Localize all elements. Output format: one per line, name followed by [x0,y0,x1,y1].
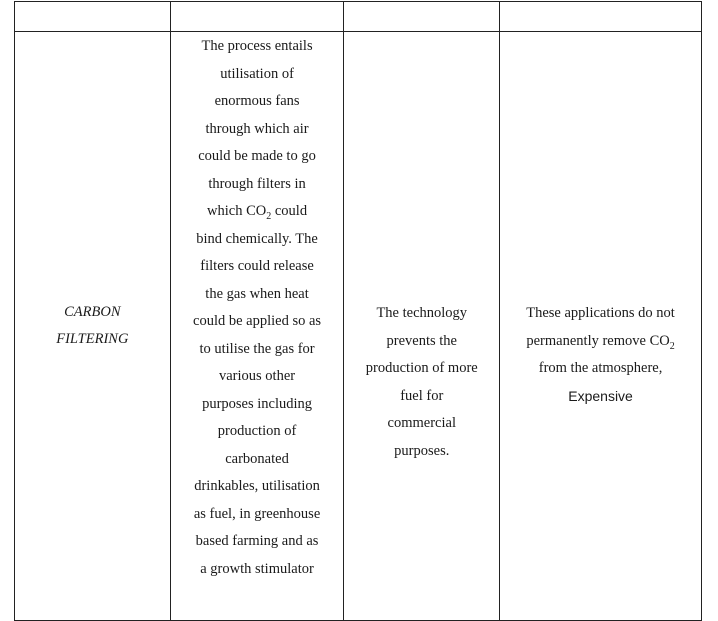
process-line: bind chemically. The [196,230,318,247]
process-line: carbonated [225,450,289,467]
process-line: enormous fans [214,93,300,109]
method-label-line-1: CARBON [64,303,121,320]
applications-line-co2 [500,328,701,356]
technology-line: commercial [387,415,456,431]
process-line: filters could release [200,258,314,274]
process-line: could be applied so as [193,313,322,329]
method-label-cell [15,32,171,621]
process-co2-tail: could [271,203,308,219]
process-line: various other [218,368,296,384]
process-line: based farming and as [195,533,319,549]
header-cell-4 [500,2,702,32]
process-line: as fuel, in greenhouse [193,505,321,522]
process-line: a growth stimulator [200,560,314,577]
header-cell-1 [15,2,171,32]
process-line: utilisation of [220,65,294,82]
process-co2-text: which CO [207,203,267,219]
process-line: could be made to go [198,148,316,164]
process-line: through which air [205,120,309,137]
process-line: drinkables, utilisation [194,478,320,494]
co2-subscript: 2 [669,340,675,352]
applications-cell [500,32,702,621]
process-line: The process entails [201,38,313,54]
table-row [15,32,702,621]
process-line: through filters in [208,175,306,192]
technology-line: production of more [365,360,478,376]
comparison-table [14,1,702,621]
technology-cell [344,32,500,621]
applications-line: These applications do not [526,305,675,321]
process-line: purposes including [202,395,313,412]
applications-line: from the atmosphere, [538,360,663,376]
technology-line: fuel for [400,387,444,404]
header-cell-2 [170,2,344,32]
process-line: to utilise the gas for [199,340,315,357]
method-label-line-2: FILTERING [56,331,129,347]
process-line: the gas when heat [205,285,309,302]
process-line: production of [217,423,297,439]
process-description-cell [170,32,344,621]
process-line-co2 [171,198,344,226]
header-cell-3 [344,2,500,32]
technology-line: purposes. [394,442,450,459]
header-row [15,2,702,32]
technology-line: The technology [376,305,468,321]
applications-co2-text: permanently remove CO [526,332,670,349]
applications-line-expensive: Expensive [568,387,633,404]
technology-line: prevents the [386,332,457,349]
co2-subscript: 2 [266,210,272,222]
